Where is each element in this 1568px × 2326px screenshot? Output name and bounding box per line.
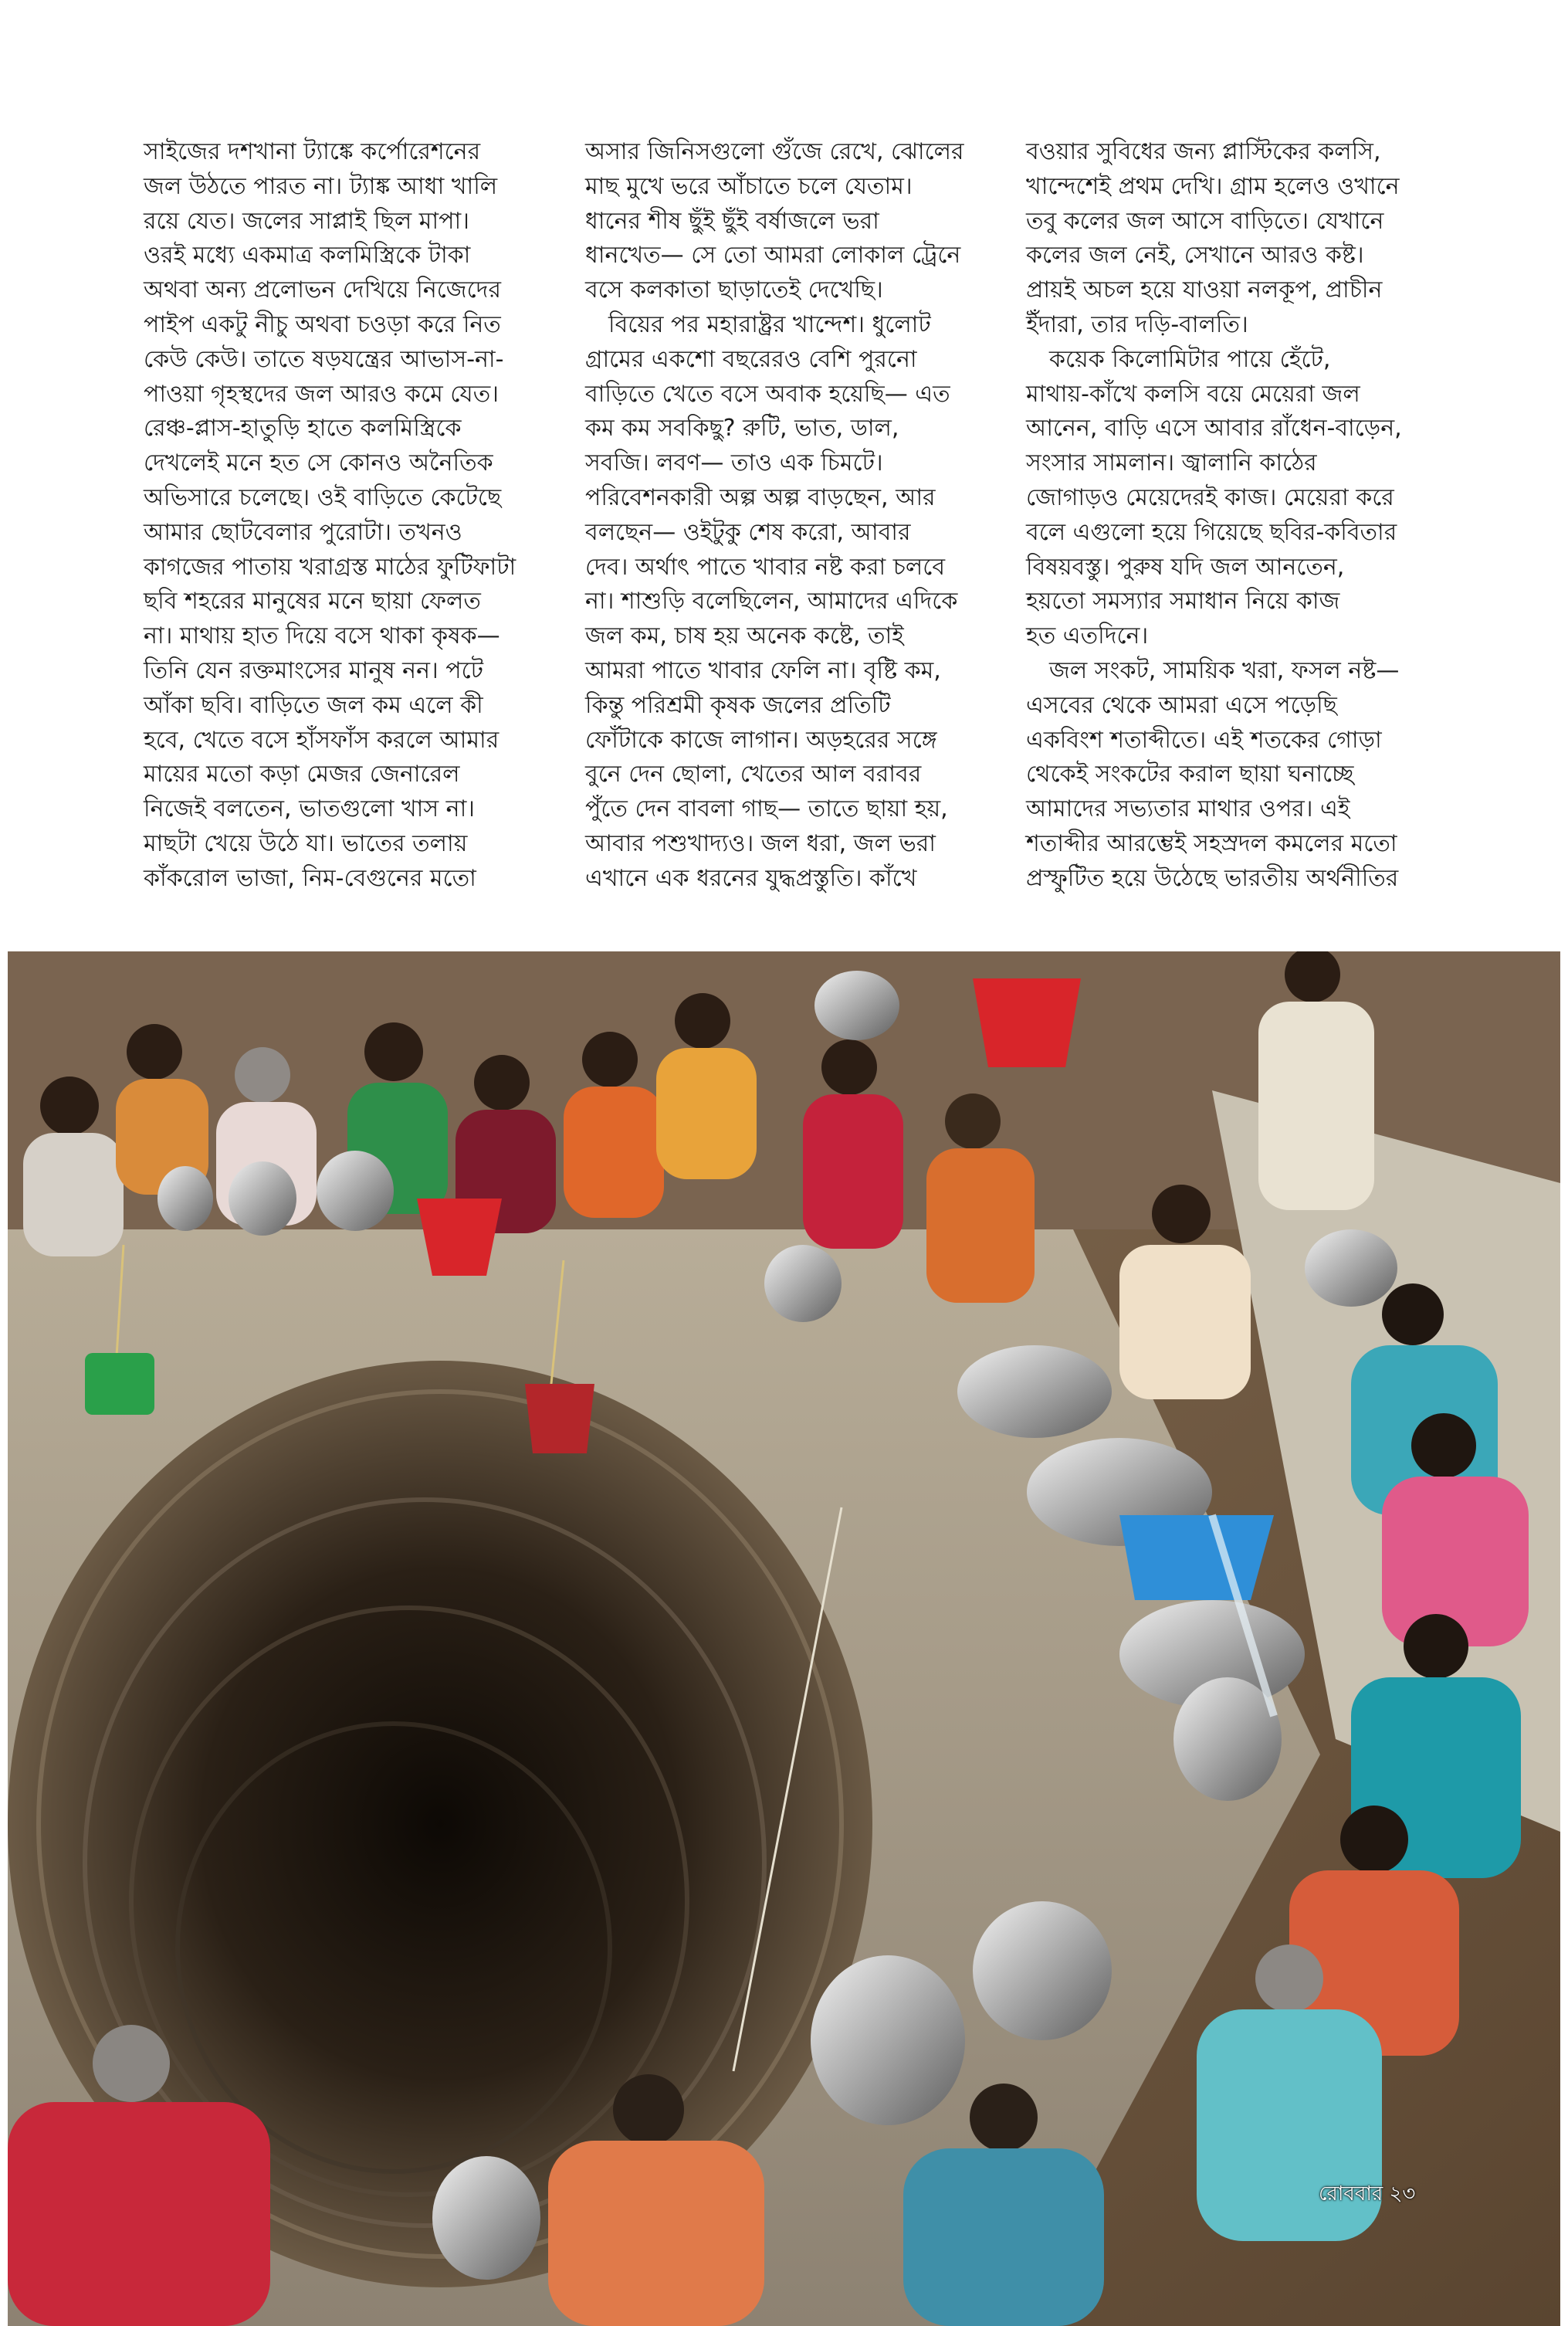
text-line: না। শাশুড়ি বলেছিলেন, আমাদের এদিকে <box>585 588 958 615</box>
text-line: থেকেই সংকটের করাল ছায়া ঘনাচ্ছে <box>1026 761 1354 788</box>
text-line: দেখলেই মনে হত সে কোনও অনৈতিক <box>144 449 493 477</box>
text-line: অভিসারে চলেছে। ওই বাড়িতে কেটেছে <box>144 483 502 511</box>
text-line: ওরই মধ্যে একমাত্র কলমিস্ত্রিকে টাকা <box>144 242 471 270</box>
text-line: বলছেন— ওইটুকু শেষ করো, আবার <box>585 518 911 546</box>
text-line: মাছটা খেয়ে উঠে যা। ভাতের তলায় <box>144 829 468 857</box>
text-line: কাঁকরোল ভাজা, নিম-বেগুনের মতো <box>144 864 476 892</box>
text-line: তবু কলের জল আসে বাড়িতে। যেখানে <box>1026 207 1384 235</box>
text-line: মাথায়-কাঁখে কলসি বয়ে মেয়েরা জল <box>1026 380 1360 408</box>
text-line: বিয়ের পর মহারাষ্ট্রর খান্দেশ। ধুলোট <box>608 310 931 338</box>
text-line: ফোঁটাকে কাজে লাগান। অড়হরের সঙ্গে <box>585 726 937 754</box>
text-line: না। মাথায় হাত দিয়ে বসে থাকা কৃষক— <box>144 622 500 650</box>
photo-women-drawing-water-at-well <box>8 951 1560 2326</box>
text-line: আমরা পাতে খাবার ফেলি না। বৃষ্টি কম, <box>585 656 941 684</box>
text-line: রয়ে যেত। জলের সাপ্লাই ছিল মাপা। <box>144 207 469 235</box>
text-line: একবিংশ শতাব্দীতে। এই শতকের গোড়া <box>1026 726 1382 754</box>
text-line: পাওয়া গৃহস্থদের জল আরও কমে যেত। <box>144 380 499 408</box>
text-line: বিষয়বস্তু। পুরুষ যদি জল আনতেন, <box>1026 553 1345 581</box>
text-line: পাইপ একটু নীচু অথবা চওড়া করে নিত <box>144 310 501 338</box>
text-line: আমাদের সভ্যতার মাথার ওপর। এই <box>1026 795 1350 823</box>
text-column-1 <box>144 135 560 897</box>
text-line: ধানখেত— সে তো আমরা লোকাল ট্রেনে <box>585 242 961 270</box>
text-line: বলে এগুলো হয়ে গিয়েছে ছবির-কবিতার <box>1026 518 1397 546</box>
text-line: সবজি। লবণ— তাও এক চিমটে। <box>585 449 883 477</box>
text-line: বসে কলকাতা ছাড়াতেই দেখেছি। <box>585 276 883 304</box>
text-line: কেউ কেউ। তাতে ষড়যন্ত্রের আভাস-না- <box>144 345 504 373</box>
text-line: কয়েক কিলোমিটার পায়ে হেঁটে, <box>1049 345 1331 373</box>
text-line: জল সংকট, সাময়িক খরা, ফসল নষ্ট— <box>1049 656 1400 684</box>
text-line: এসবের থেকে আমরা এসে পড়েছি <box>1026 691 1337 719</box>
text-line: শতাব্দীর আরম্ভেই সহস্রদল কমলের মতো <box>1026 829 1397 857</box>
text-line: কিন্তু পরিশ্রমী কৃষক জলের প্রতিটি <box>585 691 891 719</box>
text-line: প্রস্ফুটিত হয়ে উঠেছে ভারতীয় অর্থনীতির <box>1026 864 1399 892</box>
text-line: হয়তো সমস্যার সমাধান নিয়ে কাজ <box>1026 588 1340 615</box>
text-line: ইঁদারা, তার দড়ি-বালতি। <box>1026 310 1248 338</box>
text-line: সংসার সামলান। জ্বালানি কাঠের <box>1026 449 1317 477</box>
text-line: তিনি যেন রক্তমাংসের মানুষ নন। পটে <box>144 656 484 684</box>
text-line: আমার ছোটবেলার পুরোটা। তখনও <box>144 518 462 546</box>
text-line: অথবা অন্য প্রলোভন দেখিয়ে নিজেদের <box>144 276 501 304</box>
text-line: বওয়ার সুবিধের জন্য প্লাস্টিকের কলসি, <box>1026 138 1381 165</box>
text-line: ধানের শীষ ছুঁই ছুঁই বর্ষাজলে ভরা <box>585 207 879 235</box>
text-line: জল উঠতে পারত না। ট্যাঙ্ক আধা খালি <box>144 172 498 200</box>
text-line: মায়ের মতো কড়া মেজর জেনারেল <box>144 761 460 788</box>
text-line: জোগাড়ও মেয়েদেরই কাজ। মেয়েরা করে <box>1026 483 1394 511</box>
text-line: প্রায়ই অচল হয়ে যাওয়া নলকূপ, প্রাচীন <box>1026 276 1383 304</box>
text-line: ছবি শহরের মানুষের মনে ছায়া ফেলত <box>144 588 481 615</box>
text-line: নিজেই বলতেন, ভাতগুলো খাস না। <box>144 795 476 823</box>
text-line: সাইজের দশখানা ট্যাঙ্কে কর্পোরেশনের <box>144 138 481 165</box>
text-line: হবে, খেতে বসে হাঁসফাঁস করলে আমার <box>144 726 500 754</box>
text-line: কলের জল নেই, সেখানে আরও কষ্ট। <box>1026 242 1364 270</box>
text-line: অসার জিনিসগুলো গুঁজে রেখে, ঝোলের <box>585 138 964 165</box>
text-line: আঁকা ছবি। বাড়িতে জল কম এলে কী <box>144 691 483 719</box>
article-body <box>0 135 1568 954</box>
text-line: বুনে দেন ছোলা, খেতের আল বরাবর <box>585 761 922 788</box>
text-column-2 <box>585 135 1002 897</box>
text-line: জল কম, চাষ হয় অনেক কষ্টে, তাই <box>585 622 904 650</box>
text-line: পুঁতে দেন বাবলা গাছ— তাতে ছায়া হয়, <box>585 795 948 823</box>
text-line: মাছ মুখে ভরে আঁচাতে চলে যেতাম। <box>585 172 913 200</box>
text-line: গ্রামের একশো বছরেরও বেশি পুরনো <box>585 345 917 373</box>
text-line: পরিবেশনকারী অল্প অল্প বাড়ছেন, আর <box>585 483 936 511</box>
text-line: বাড়িতে খেতে বসে অবাক হয়েছি— এত <box>585 380 950 408</box>
text-line: খান্দেশেই প্রথম দেখি। গ্রাম হলেও ওখানে <box>1026 172 1400 200</box>
text-column-3 <box>1026 135 1443 897</box>
text-line: আবার পশুখাদ্যও। জল ধরা, জল ভরা <box>585 829 936 857</box>
text-line: আনেন, বাড়ি এসে আবার রাঁধেন-বাড়েন, <box>1026 415 1402 442</box>
page-folio: রোববার ২৩ <box>1319 2182 1416 2206</box>
text-line: দেব। অর্থাৎ পাতে খাবার নষ্ট করা চলবে <box>585 553 946 581</box>
text-line: এখানে এক ধরনের যুদ্ধপ্রস্তুতি। কাঁখে <box>585 864 917 892</box>
text-line: হত এতদিনে। <box>1026 622 1149 650</box>
text-line: রেঞ্চ-প্লাস-হাতুড়ি হাতে কলমিস্ত্রিকে <box>144 415 462 442</box>
text-line: কম কম সবকিছু? রুটি, ভাত, ডাল, <box>585 415 899 442</box>
text-line: কাগজের পাতায় খরাগ্রস্ত মাঠের ফুটিফাটা <box>144 553 516 581</box>
